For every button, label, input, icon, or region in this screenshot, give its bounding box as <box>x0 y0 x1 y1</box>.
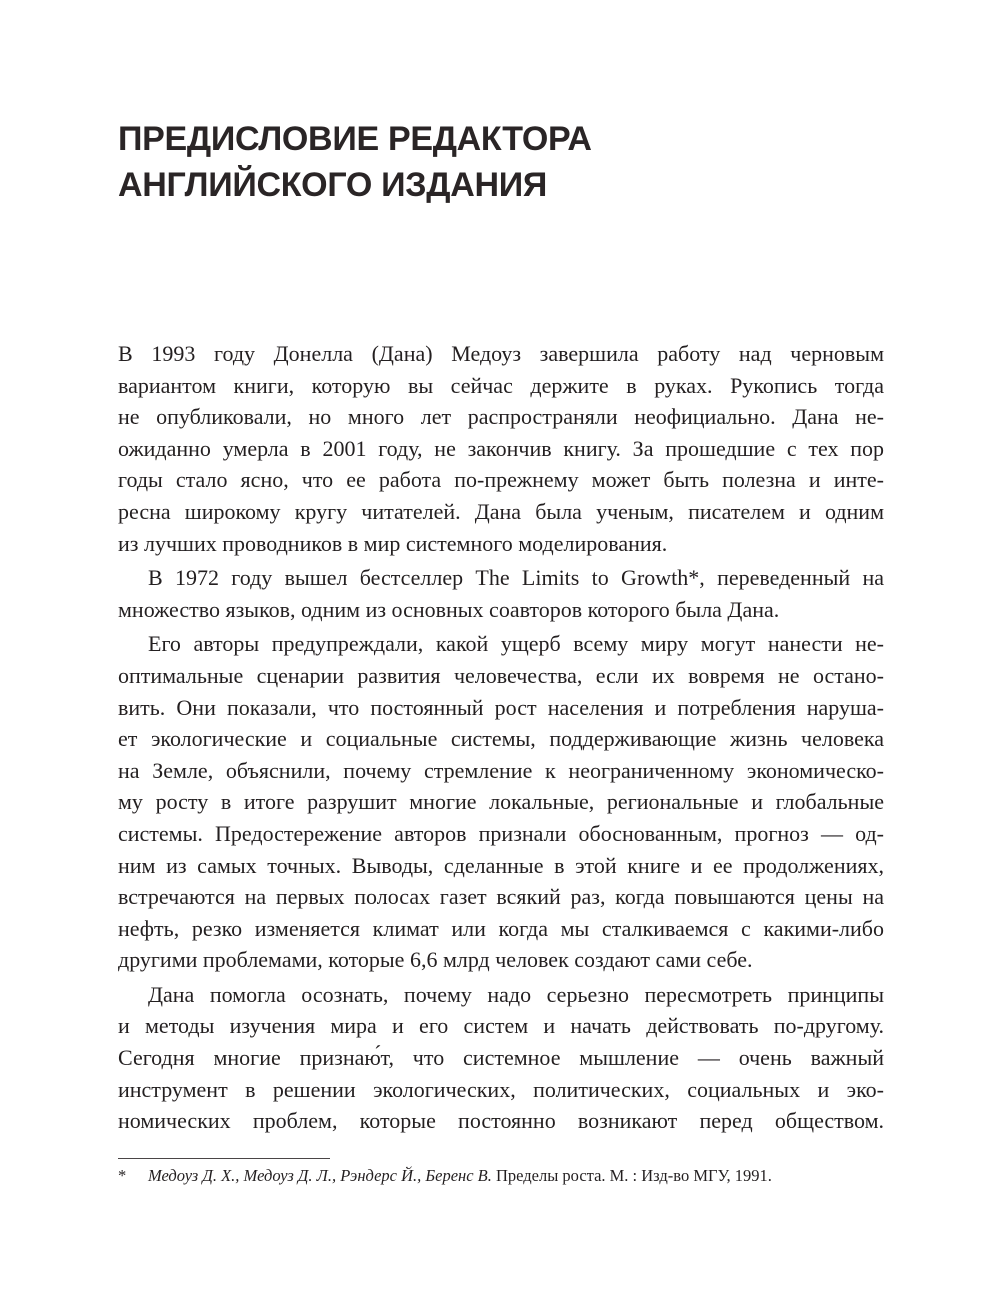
text-line: му росту в итоге разрушит многие локальные, региональные и глобальные <box>118 789 884 815</box>
text-line: вить. Они показали, что постоянный рост населения и потребления наруша- <box>118 694 884 720</box>
text-line: Его авторы предупреждали, какой ущерб всему миру могут нанести не- <box>148 631 884 657</box>
footnote-mark: * <box>118 1166 127 1185</box>
text-line: Дана помогла осознать, почему надо серьезно пересмотреть принципы <box>148 981 884 1007</box>
paragraph <box>118 562 884 625</box>
chapter-title <box>118 116 878 208</box>
text-line: оптимальные сценарии развития человечества, если их вовремя не остано- <box>118 662 884 688</box>
text-line: другими проблемами, которые 6,6 млрд человек создают сами себе. <box>118 947 753 973</box>
text-line: вариантом книги, которую вы сейчас держите в руках. Рукопись тогда <box>118 372 884 398</box>
text-line: ресна широкому кругу читателей. Дана была ученым, писателем и одним <box>118 498 884 524</box>
text-line: не опубликовали, но много лет распространяли неофициально. Дана не- <box>118 404 884 430</box>
text-line: системы. Предостережение авторов признали обоснованным, прогноз — од- <box>118 820 884 846</box>
text-line: ет экологические и социальные системы, поддерживающие жизнь человека <box>118 726 884 752</box>
footnote <box>118 1164 884 1188</box>
paragraph <box>118 628 884 976</box>
paragraph <box>118 979 884 1137</box>
chapter-title-line-2: АНГЛИЙСКОГО ИЗДАНИЯ <box>118 166 547 204</box>
text-line: нефть, резко изменяется климат или когда мы сталкиваемся с какими-либо <box>118 915 884 941</box>
text-line: ним из самых точных. Выводы, сделанные в этой книге и ее продолжениях, <box>118 852 884 878</box>
text-line: годы стало ясно, что ее работа по-прежнему может быть полезна и инте- <box>118 467 884 493</box>
text-line: В 1972 году вышел бестселлер The Limits to Growth*, переведенный на <box>148 565 884 591</box>
text-line: из лучших проводников в мир системного моделирования. <box>118 530 668 556</box>
text-line: и методы изучения мира и его систем и начать действовать по-другому. <box>118 1013 884 1039</box>
text-line: номических проблем, которые постоянно возникают перед обществом. <box>118 1108 884 1134</box>
chapter-title-line-1: ПРЕДИСЛОВИЕ РЕДАКТОРА <box>118 120 592 158</box>
footnote-divider <box>118 1158 330 1159</box>
text-line: на Земле, объяснили, почему стремление к неограниченному экономическо- <box>118 757 884 783</box>
text-line: инструмент в решении экологических, политических, социальных и эко- <box>118 1076 884 1102</box>
footnote-citation: Пределы роста. М. : Изд-во МГУ, 1991. <box>491 1166 772 1185</box>
paragraph <box>118 338 884 559</box>
text-line: встречаются на первых полосах газет всякий раз, когда повышаются цены на <box>118 884 884 910</box>
text-line: Сегодня многие признаю́т, что системное мышление — очень важный <box>118 1045 884 1071</box>
footnote-authors: Медоуз Д. Х., Медоуз Д. Л., Рэндерс Й., Беренс В. <box>148 1166 492 1185</box>
text-line: множество языков, одним из основных соавторов которого была Дана. <box>118 596 780 622</box>
text-line: В 1993 году Донелла (Дана) Медоуз завершила работу над черновым <box>118 341 884 366</box>
body-text <box>118 338 884 1137</box>
text-line: ожиданно умерла в 2001 году, не закончив книгу. За прошедшие с тех пор <box>118 435 884 461</box>
